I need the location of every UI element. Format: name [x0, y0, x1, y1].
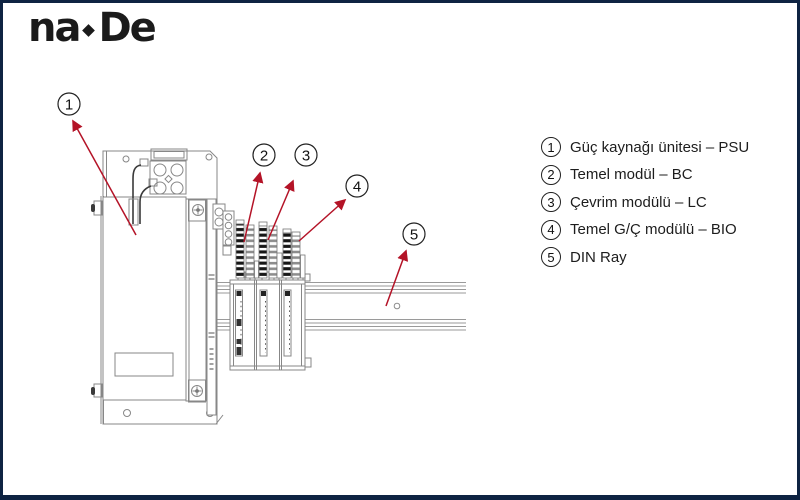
callout-4	[346, 175, 368, 197]
legend-item-dinray	[541, 247, 749, 267]
callout-2	[253, 144, 275, 166]
callout-5	[403, 223, 425, 245]
module-row	[230, 272, 311, 370]
callout-1	[58, 93, 80, 115]
legend-num-2: 2	[541, 165, 561, 185]
arrow-4	[299, 200, 345, 241]
connector-lc	[259, 222, 277, 278]
legend-item-bio	[541, 220, 749, 240]
callout-3	[295, 144, 317, 166]
legend-num-5: 5	[541, 247, 561, 267]
legend-label-lc: Çevrim modülü – LC	[570, 193, 707, 211]
legend-num-3: 3	[541, 192, 561, 212]
legend-item-lc	[541, 192, 749, 212]
connector-bc	[236, 220, 254, 278]
svg-text:1: 1	[64, 96, 74, 114]
legend-item-bc	[541, 165, 749, 185]
svg-text:4: 4	[352, 178, 362, 196]
legend-label-bc: Temel modül – BC	[570, 166, 693, 184]
arrow-5	[386, 251, 406, 306]
connector-bio	[283, 229, 300, 278]
psu-right-column	[186, 199, 206, 402]
svg-text:3: 3	[301, 147, 311, 165]
psu-mounting-strip	[207, 199, 216, 415]
legend	[541, 137, 749, 275]
psu-unit	[91, 149, 234, 424]
rail-hole	[394, 303, 400, 309]
legend-label-psu: Güç kaynağı ünitesi – PSU	[570, 138, 750, 156]
legend-label-bio: Temel G/Ç modülü – BIO	[570, 221, 737, 239]
logo-text-right: De	[98, 5, 155, 51]
psu-side-wall	[91, 196, 104, 424]
legend-num-4: 4	[541, 220, 561, 240]
svg-text:2: 2	[259, 147, 269, 165]
svg-text:5: 5	[409, 226, 419, 244]
legend-item-psu	[541, 137, 749, 157]
logo-text-left: na	[28, 5, 80, 51]
legend-num-1: 1	[541, 137, 561, 157]
legend-label-dinray: DIN Ray	[570, 248, 627, 266]
